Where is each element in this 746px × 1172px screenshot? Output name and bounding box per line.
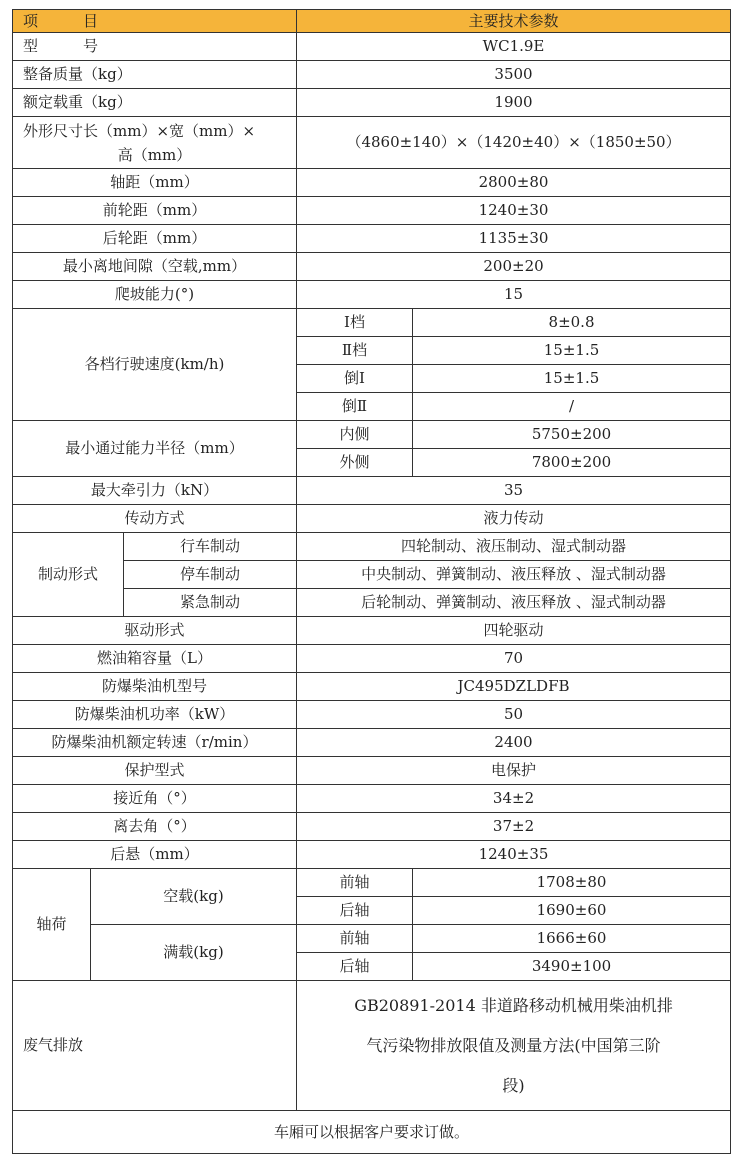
row-label: 防爆柴油机功率（kW） [13,701,297,729]
row-label: 爬坡能力(°) [13,281,297,309]
row-value: 四轮驱动 [297,617,731,645]
table-row [13,61,731,89]
axle-position: 后轴 [297,897,413,925]
axle-row [13,869,731,897]
row-label: 最小离地间隙（空载,mm） [13,253,297,281]
brake-value: 四轮制动、液压制动、湿式制动器 [297,533,731,561]
note-row [13,1111,731,1154]
row-value: 电保护 [297,757,731,785]
gear-value: 15±1.5 [413,337,731,365]
dimensions-label [13,117,297,169]
brake-value: 后轮制动、弹簧制动、液压释放 、湿式制动器 [297,589,731,617]
brake-type: 停车制动 [124,561,297,589]
table-row [13,89,731,117]
row-label: 最大牵引力（kN） [13,477,297,505]
table-row [13,785,731,813]
gear-value: / [413,393,731,421]
dimensions-row [13,117,731,169]
table-row [13,813,731,841]
gear-label: Ⅱ档 [297,337,413,365]
radius-row [13,421,731,449]
row-label: 防爆柴油机型号 [13,673,297,701]
row-value: 2400 [297,729,731,757]
brake-value: 中央制动、弹簧制动、液压释放 、湿式制动器 [297,561,731,589]
gear-value: 8±0.8 [413,309,731,337]
row-label: 前轮距（mm） [13,197,297,225]
row-value: 1240±30 [297,197,731,225]
gear-label: 倒Ⅱ [297,393,413,421]
row-value: 34±2 [297,785,731,813]
emission-line-3: 段) [502,1075,525,1095]
row-label: 后悬（mm） [13,841,297,869]
table-row [13,477,731,505]
emission-line-2: 气污染物排放限值及测量方法(中国第三阶 [366,1035,661,1055]
footnote: 车厢可以根据客户要求订做。 [13,1111,731,1154]
table-row [13,673,731,701]
row-value: 2800±80 [297,169,731,197]
radius-side: 外侧 [297,449,413,477]
row-label: 离去角（°） [13,813,297,841]
axle-position: 前轴 [297,925,413,953]
row-value: 200±20 [297,253,731,281]
row-label: 型 号 [13,33,297,61]
table-row [13,33,731,61]
row-label: 驱动形式 [13,617,297,645]
axle-row [13,925,731,953]
row-value: 50 [297,701,731,729]
row-value: WC1.9E [297,33,731,61]
axle-value: 1690±60 [413,897,731,925]
row-value: 37±2 [297,813,731,841]
radius-side: 内侧 [297,421,413,449]
row-label: 燃油箱容量（L） [13,645,297,673]
axle-value: 3490±100 [413,953,731,981]
row-value: 1240±35 [297,841,731,869]
radius-value: 5750±200 [413,421,731,449]
gear-value: 15±1.5 [413,365,731,393]
emission-label: 废气排放 [13,981,297,1111]
row-value: JC495DZLDFB [297,673,731,701]
table-row [13,701,731,729]
speed-label: 各档行驶速度(km/h) [13,309,297,421]
row-value: 15 [297,281,731,309]
spec-sheet [12,9,730,1154]
row-label: 整备质量（kg） [13,61,297,89]
row-label: 保护型式 [13,757,297,785]
table-row [13,729,731,757]
table-row [13,197,731,225]
row-label: 轴距（mm） [13,169,297,197]
row-label: 额定载重（kg） [13,89,297,117]
row-label: 后轮距（mm） [13,225,297,253]
axle-value: 1666±60 [413,925,731,953]
emission-line-1: GB20891-2014 非道路移动机械用柴油机排 [354,995,673,1015]
axle-empty-label: 空载(kg) [91,869,297,925]
gear-label: 倒Ⅰ [297,365,413,393]
brake-row [13,533,731,561]
header-row [13,10,731,33]
axle-position: 后轴 [297,953,413,981]
table-row [13,253,731,281]
axle-label: 轴荷 [13,869,91,981]
speed-row [13,309,731,337]
header-params: 主要技术参数 [297,10,731,33]
brake-type: 行车制动 [124,533,297,561]
row-value: 70 [297,645,731,673]
table-row [13,169,731,197]
table-row [13,281,731,309]
axle-value: 1708±80 [413,869,731,897]
gear-label: Ⅰ档 [297,309,413,337]
emission-value [297,981,731,1111]
emission-row [13,981,731,1111]
dimensions-value: （4860±140）×（1420±40）×（1850±50） [297,117,731,169]
table-row [13,757,731,785]
dimensions-label-line-2: 高（mm） [117,145,192,164]
row-label: 传动方式 [13,505,297,533]
axle-full-label: 满载(kg) [91,925,297,981]
dimensions-label-line-1: 外形尺寸长（mm）×宽（mm）× [23,121,256,140]
row-value: 1900 [297,89,731,117]
row-label: 防爆柴油机额定转速（r/min） [13,729,297,757]
brake-label: 制动形式 [13,533,124,617]
table-row [13,505,731,533]
table-row [13,225,731,253]
radius-value: 7800±200 [413,449,731,477]
spec-table [12,9,731,1154]
row-value: 1135±30 [297,225,731,253]
row-label: 接近角（°） [13,785,297,813]
header-item: 项 目 [13,10,297,33]
row-value: 35 [297,477,731,505]
row-value: 液力传动 [297,505,731,533]
axle-position: 前轴 [297,869,413,897]
table-row [13,841,731,869]
table-row [13,645,731,673]
brake-type: 紧急制动 [124,589,297,617]
row-value: 3500 [297,61,731,89]
radius-label: 最小通过能力半径（mm） [13,421,297,477]
table-row [13,617,731,645]
